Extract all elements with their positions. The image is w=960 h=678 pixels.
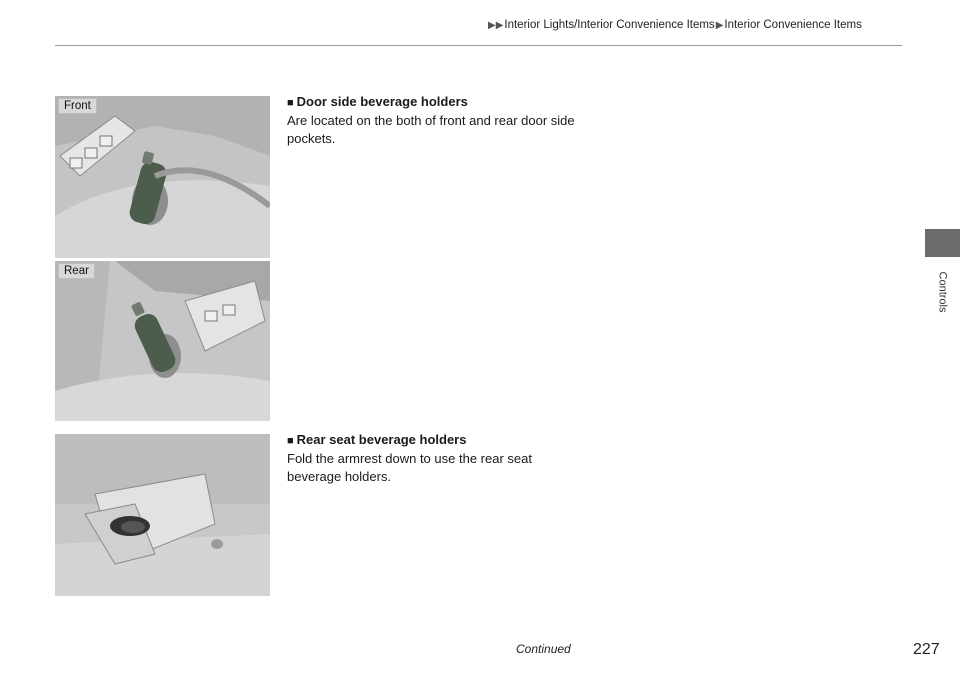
arrow-right-icon: ▶ xyxy=(715,20,724,31)
section-tab xyxy=(925,229,960,257)
square-bullet-icon: ■ xyxy=(287,97,294,109)
section-heading-text: Rear seat beverage holders xyxy=(296,432,467,447)
square-bullet-icon: ■ xyxy=(287,435,294,447)
section-heading xyxy=(287,431,587,450)
section-body: Fold the armrest down to use the rear seat beverage holders. xyxy=(287,451,532,484)
header-divider xyxy=(55,45,902,46)
rear-seat-armrest-illustration xyxy=(55,434,270,596)
rear-figure-label: Rear xyxy=(58,263,95,279)
rear-seat-beverage-holders-section xyxy=(287,431,587,486)
front-door-illustration xyxy=(55,96,270,258)
breadcrumb-item[interactable]: Interior Convenience Items xyxy=(724,19,862,31)
page-number: 227 xyxy=(913,641,940,658)
section-body: Are located on the both of front and rear door side pockets. xyxy=(287,113,575,146)
section-heading-text: Door side beverage holders xyxy=(296,94,468,109)
front-figure-label: Front xyxy=(58,98,97,114)
door-side-beverage-holders-section xyxy=(287,93,587,148)
continued-label: Continued xyxy=(516,642,571,656)
section-heading xyxy=(287,93,587,112)
breadcrumb-item[interactable]: Interior Lights/Interior Convenience Items xyxy=(504,19,715,31)
side-section-label xyxy=(924,262,960,322)
breadcrumb xyxy=(488,19,902,31)
arrow-right-icon: ▶▶ xyxy=(488,20,504,31)
rear-door-illustration xyxy=(55,261,270,421)
side-section-label-text: Controls xyxy=(936,271,948,313)
